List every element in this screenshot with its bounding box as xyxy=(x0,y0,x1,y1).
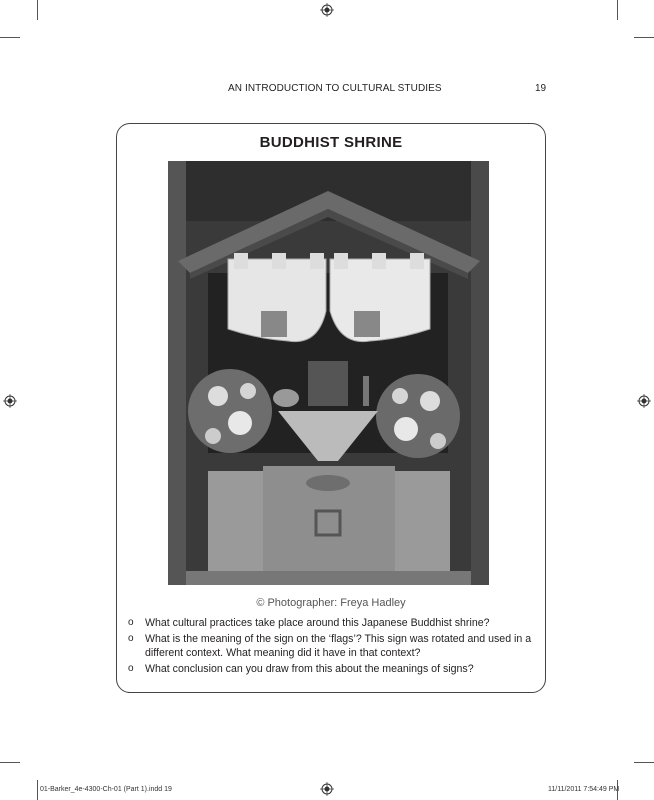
page-number: 19 xyxy=(535,83,547,94)
crop-mark xyxy=(617,0,618,20)
registration-mark-icon xyxy=(320,782,334,796)
bullet: o xyxy=(128,617,134,628)
bullet: o xyxy=(128,633,134,644)
crop-mark xyxy=(634,762,654,763)
shrine-photo xyxy=(168,161,489,585)
question-text: What conclusion can you draw from this about the meanings of signs? xyxy=(145,663,474,675)
crop-mark xyxy=(0,762,20,763)
question-list xyxy=(128,616,533,678)
crop-mark xyxy=(0,37,20,38)
registration-mark-icon xyxy=(3,394,17,408)
list-item xyxy=(128,632,533,660)
question-text: What cultural practices take place around this Japanese Buddhist shrine? xyxy=(145,617,490,629)
list-item xyxy=(128,662,533,676)
bullet: o xyxy=(128,663,134,674)
list-item xyxy=(128,616,533,630)
box-title: BUDDHIST SHRINE xyxy=(259,134,403,151)
slug-file: 01-Barker_4e-4300-Ch-01 (Part 1).indd 19 xyxy=(40,786,172,793)
question-text: What is the meaning of the sign on the ‘flags’? This sign was rotated and used in a different context. What meaning did it have in that context? xyxy=(145,633,532,659)
shrine-illustration xyxy=(168,161,489,585)
registration-mark-icon xyxy=(320,3,334,17)
crop-mark xyxy=(634,37,654,38)
slug-datetime: 11/11/2011 7:54:49 PM xyxy=(548,786,620,793)
crop-mark xyxy=(37,0,38,20)
running-head: AN INTRODUCTION TO CULTURAL STUDIES xyxy=(228,83,442,94)
registration-mark-icon xyxy=(637,394,651,408)
photo-credit: © Photographer: Freya Hadley xyxy=(256,597,406,609)
crop-mark xyxy=(37,780,38,800)
